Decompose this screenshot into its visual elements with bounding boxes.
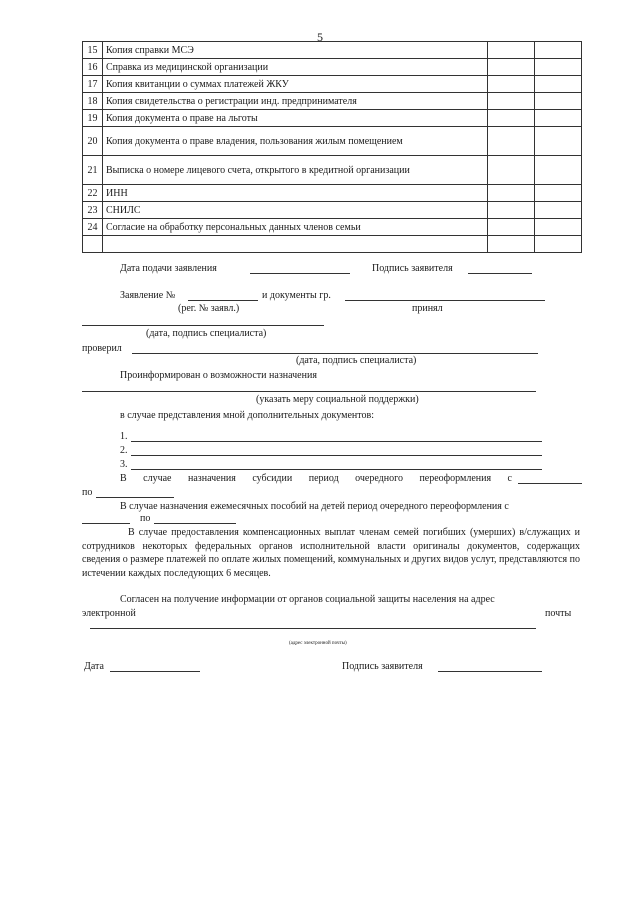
- row-number: 15: [83, 42, 103, 59]
- document-mark-cell[interactable]: [488, 202, 535, 219]
- document-mark-cell[interactable]: [488, 127, 535, 156]
- date-label: Дата: [84, 661, 104, 672]
- application-no-line[interactable]: [188, 300, 258, 301]
- subsidy-text: В случае назначения субсидии период очередного переоформления с: [120, 473, 512, 484]
- document-mark-cell[interactable]: [488, 76, 535, 93]
- document-note-cell[interactable]: [535, 127, 582, 156]
- checked-label: проверил: [82, 343, 122, 354]
- document-mark-cell[interactable]: [488, 93, 535, 110]
- document-name: СНИЛС: [103, 202, 488, 219]
- consent-mail: почты: [545, 608, 572, 619]
- table-row: [83, 59, 582, 76]
- documents-table: [82, 41, 582, 253]
- document-name: Копия квитанции о суммах платежей ЖКУ: [103, 76, 488, 93]
- document-name: Согласие на обработку персональных данных членов семьи: [103, 219, 488, 236]
- signature-label: Подпись заявителя: [342, 661, 423, 672]
- date-sign-specialist-hint-2: (дата, подпись специалиста): [296, 355, 417, 366]
- table-row: [83, 202, 582, 219]
- consent-electronic: электронной: [82, 608, 136, 619]
- document-mark-cell[interactable]: [488, 110, 535, 127]
- document-note-cell[interactable]: [535, 76, 582, 93]
- submit-date-label: Дата подачи заявления: [120, 263, 217, 274]
- checked-by-line[interactable]: [132, 353, 538, 354]
- page-number: 5: [317, 30, 323, 44]
- subsidy-po: по: [82, 487, 93, 498]
- submit-date-line[interactable]: [250, 273, 350, 274]
- consent-line-1: Согласен на получение информации от органов социальной защиты населения на адрес: [120, 594, 495, 605]
- row-number: 17: [83, 76, 103, 93]
- document-note-cell[interactable]: [535, 219, 582, 236]
- document-note-cell[interactable]: [535, 110, 582, 127]
- table-row: [83, 76, 582, 93]
- doc-item-1-number: 1.: [120, 431, 128, 442]
- row-number: 19: [83, 110, 103, 127]
- row-number: 23: [83, 202, 103, 219]
- document-name: Справка из медицинской организации: [103, 59, 488, 76]
- accepted-by-line[interactable]: [82, 325, 324, 326]
- table-row: [83, 93, 582, 110]
- doc-item-3-line[interactable]: [131, 469, 542, 470]
- support-measure-hint: (указать меру социальной поддержки): [256, 394, 419, 405]
- table-row: [83, 185, 582, 202]
- allowance-to-line[interactable]: [154, 523, 236, 524]
- document-name: ИНН: [103, 185, 488, 202]
- table-row: [83, 219, 582, 236]
- document-name: Выписка о номере лицевого счета, открытого в кредитной организации: [103, 156, 488, 185]
- table-row: [83, 42, 582, 59]
- document-mark-cell[interactable]: [488, 185, 535, 202]
- date-sign-specialist-hint-1: (дата, подпись специалиста): [146, 328, 267, 339]
- document-name: Копия документа о праве на льготы: [103, 110, 488, 127]
- row-number: 22: [83, 185, 103, 202]
- application-no-label: Заявление №: [120, 290, 176, 301]
- table-row: [83, 110, 582, 127]
- document-note-cell[interactable]: [535, 156, 582, 185]
- subsidy-from-line[interactable]: [518, 483, 582, 484]
- doc-item-2-line[interactable]: [131, 455, 542, 456]
- document-note-cell[interactable]: [535, 185, 582, 202]
- document-note-cell[interactable]: [535, 93, 582, 110]
- row-number: 18: [83, 93, 103, 110]
- allowance-from-line[interactable]: [82, 523, 130, 524]
- citizen-name-line[interactable]: [345, 300, 545, 301]
- document-note-cell[interactable]: [535, 42, 582, 59]
- applicant-signature-line[interactable]: [468, 273, 532, 274]
- additional-docs-label: в случае представления мной дополнительных документов:: [120, 410, 374, 421]
- reg-no-hint: (рег. № заявл.): [178, 303, 240, 314]
- document-name: [103, 236, 488, 253]
- signature-line[interactable]: [438, 671, 542, 672]
- allowance-po: по: [140, 513, 151, 524]
- support-measure-line[interactable]: [82, 391, 536, 392]
- compensation-text: В случае предоставления компенсационных выплат членам семей погибших (умерших) в/служащих и сотрудников некоторых федеральных органов исполнительной власти оригиналы документов, содержащих сведения о размере платежей по оплате жилых помещений, коммунальных и других видов услут, представляются по истечении каждых последующих 6 месяцев.: [82, 527, 580, 579]
- doc-item-2-number: 2.: [120, 445, 128, 456]
- table-row: [83, 236, 582, 253]
- document-mark-cell[interactable]: [488, 219, 535, 236]
- date-line[interactable]: [110, 671, 200, 672]
- document-note-cell[interactable]: [535, 59, 582, 76]
- row-number: 24: [83, 219, 103, 236]
- subsidy-to-line[interactable]: [96, 497, 174, 498]
- and-documents-label: и документы гр.: [262, 290, 331, 301]
- allowance-text: В случае назначения ежемесячных пособий на детей период очередного переоформления с: [120, 501, 509, 512]
- document-mark-cell[interactable]: [488, 42, 535, 59]
- document-mark-cell[interactable]: [488, 236, 535, 253]
- doc-item-3-number: 3.: [120, 459, 128, 470]
- accepted-label: принял: [412, 303, 443, 314]
- row-number: 21: [83, 156, 103, 185]
- table-row: [83, 127, 582, 156]
- document-mark-cell[interactable]: [488, 156, 535, 185]
- row-number: [83, 236, 103, 253]
- applicant-signature-label: Подпись заявителя: [372, 263, 453, 274]
- table-row: [83, 156, 582, 185]
- document-mark-cell[interactable]: [488, 59, 535, 76]
- doc-item-1-line[interactable]: [131, 441, 542, 442]
- email-address-line[interactable]: [90, 628, 536, 629]
- document-name: Копия документа о праве владения, пользования жилым помещением: [103, 127, 488, 156]
- document-note-cell[interactable]: [535, 236, 582, 253]
- row-number: 20: [83, 127, 103, 156]
- document-note-cell[interactable]: [535, 202, 582, 219]
- informed-label: Проинформирован о возможности назначения: [120, 370, 317, 381]
- email-hint: (адрес электронной почты): [289, 641, 347, 646]
- document-name: Копия справки МСЭ: [103, 42, 488, 59]
- document-name: Копия свидетельства о регистрации инд. предпринимателя: [103, 93, 488, 110]
- row-number: 16: [83, 59, 103, 76]
